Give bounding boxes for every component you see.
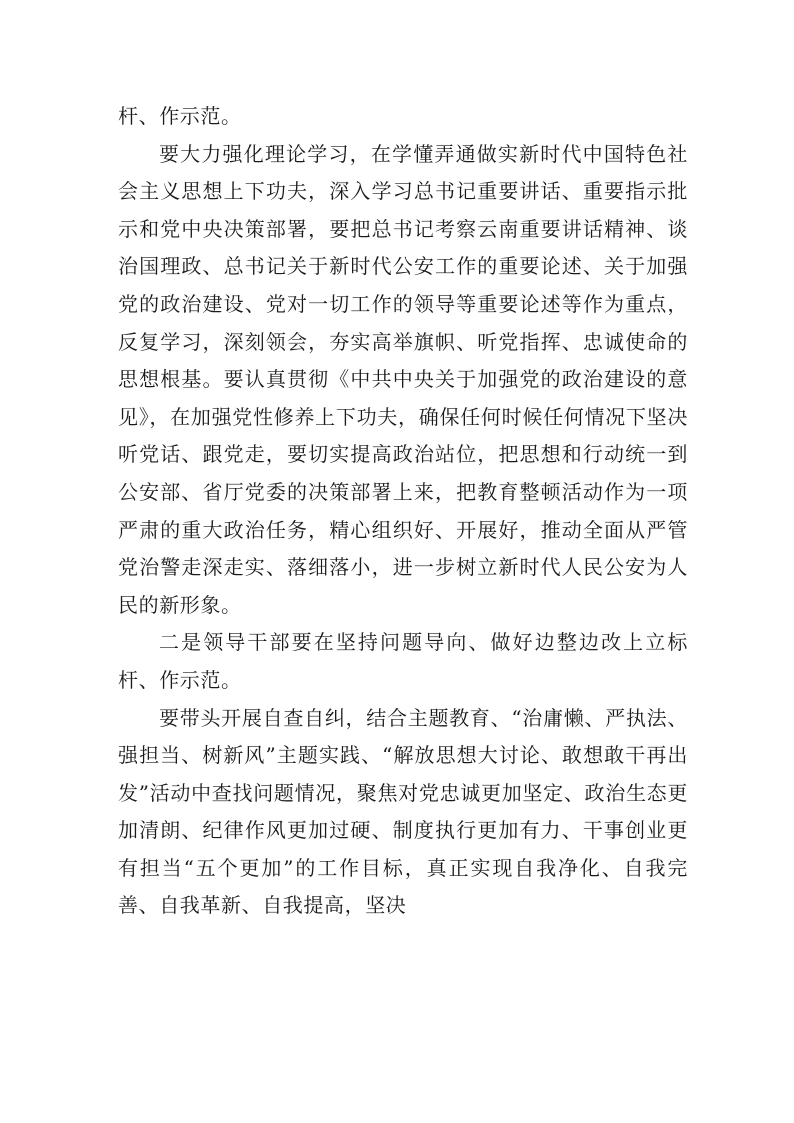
- paragraph-self-inspection: 要带头开展自查自纠，结合主题教育、“治庸懒、严执法、强担当、树新风”主题实践、“解放思想大讨论、敢想敢干再出发”活动中查找问题情况，聚焦对党忠诚更加坚定、政治生态更加清朗、纪律作风更加过硬、制度执行更加有力、干事创业更有担当“五个更加”的工作目标，真正实现自我净化、自我完善、自我革新、自我提高，坚决: [118, 705, 688, 918]
- paragraph-theory-study: 要大力强化理论学习，在学懂弄通做实新时代中国特色社会主义思想上下功夫，深入学习总书记重要讲话、重要指示批示和党中央决策部署，要把总书记考察云南重要讲话精神、谈治国理政、总书记关于新时代公安工作的重要论述、关于加强党的政治建设、党对一切工作的领导等重要论述等作为重点，反复学习，深刻领会，夯实高举旗帜、听党指挥、忠诚使命的思想根基。要认真贯彻《中共中央关于加强党的政治建设的意见》，在加强党性修养上下功夫，确保任何时候任何情况下坚决听党话、跟党走，要切实提高政治站位，把思想和行动统一到公安部、省厅党委的决策部署上来，把教育整顿活动作为一项严肃的重大政治任务，精心组织好、开展好，推动全面从严管党治警走深走实、落细落小，进一步树立新时代人民公安为人民的新形象。: [118, 141, 688, 617]
- paragraph-continuation: 杆、作示范。: [118, 104, 242, 128]
- paragraph-heading-problem-oriented: 二是领导干部要在坚持问题导向、做好边整边改上立标杆、作示范。: [118, 630, 688, 692]
- document-body: [118, 98, 688, 925]
